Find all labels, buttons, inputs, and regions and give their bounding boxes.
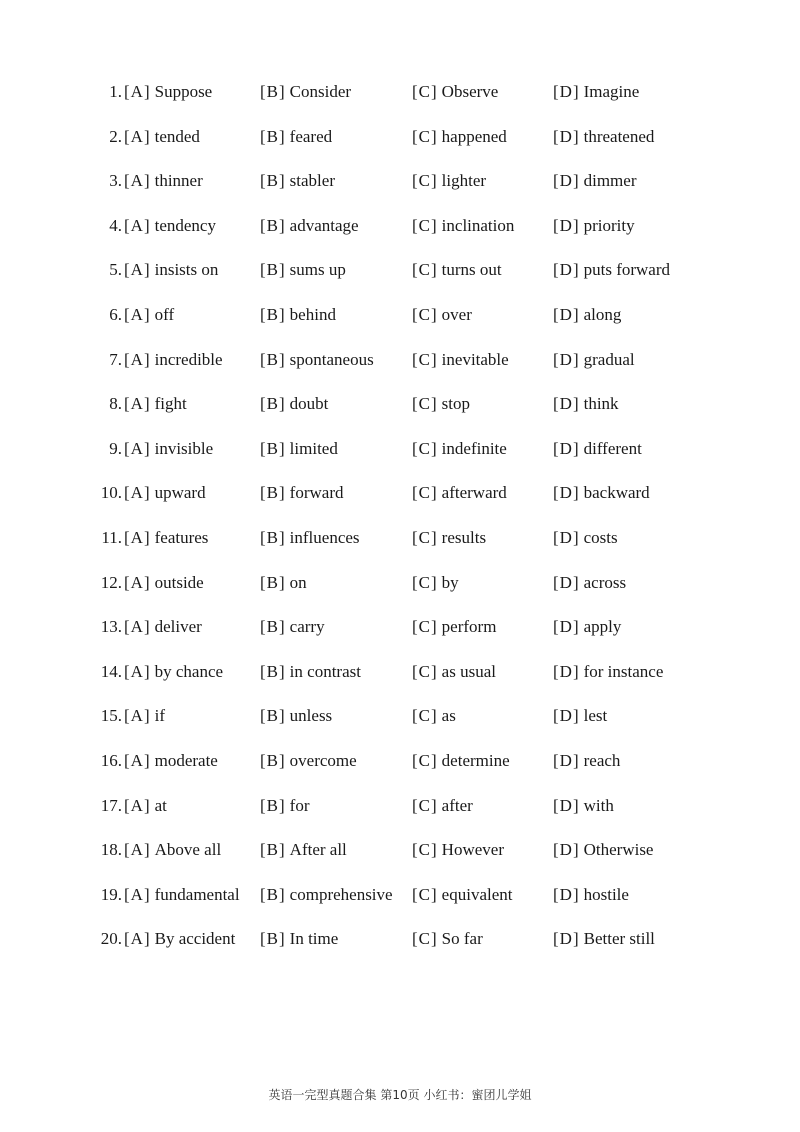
- option-text: Imagine: [583, 82, 640, 101]
- option-b: [260, 516, 360, 561]
- option-text: tended: [154, 126, 200, 146]
- option-text: limited: [289, 438, 338, 458]
- option-text: for: [289, 795, 310, 815]
- option-text: stabler: [289, 171, 335, 191]
- option-letter: [A]: [124, 750, 151, 770]
- option-text: puts forward: [583, 260, 671, 280]
- option-text: fight: [154, 394, 187, 414]
- option-text: dimmer: [583, 171, 637, 191]
- option-letter: [A]: [124, 572, 151, 592]
- question-number: 10.: [100, 483, 122, 503]
- option-a: [124, 694, 165, 739]
- option-a: [124, 739, 218, 784]
- option-d: [553, 605, 621, 650]
- option-letter: [A]: [124, 304, 151, 324]
- option-b: [260, 873, 393, 918]
- option-letter: [D]: [553, 394, 580, 414]
- question-number: 14.: [100, 661, 122, 681]
- option-b: [260, 159, 335, 204]
- option-letter: [A]: [124, 661, 151, 681]
- question-number: 4.: [109, 215, 122, 235]
- option-letter: [A]: [124, 394, 151, 414]
- option-letter: [A]: [124, 82, 151, 101]
- option-letter: [A]: [124, 929, 151, 949]
- option-letter: [A]: [124, 215, 151, 235]
- page-footer: 英语一完型真题合集 第10页 小红书：蜜团儿学姐: [268, 1088, 532, 1102]
- option-text: inevitable: [441, 349, 509, 369]
- question-row: [0, 917, 800, 962]
- option-text: turns out: [441, 260, 502, 280]
- option-letter: [D]: [553, 349, 580, 369]
- option-text: think: [583, 394, 619, 414]
- option-d: [553, 115, 654, 160]
- option-text: So far: [441, 929, 483, 949]
- option-letter: [B]: [260, 171, 286, 191]
- option-c: [412, 828, 504, 873]
- option-letter: [D]: [553, 483, 580, 503]
- option-c: [412, 650, 496, 695]
- option-b: [260, 204, 359, 249]
- option-c: [412, 382, 470, 427]
- option-letter: [D]: [553, 706, 580, 726]
- option-text: hostile: [583, 884, 629, 904]
- option-text: different: [583, 438, 642, 458]
- option-text: with: [583, 795, 614, 815]
- option-text: carry: [289, 617, 325, 637]
- option-letter: [B]: [260, 483, 286, 503]
- option-text: Otherwise: [583, 840, 654, 860]
- option-d: [553, 471, 650, 516]
- question-row: [0, 694, 800, 739]
- option-c: [412, 694, 456, 739]
- option-text: features: [154, 527, 209, 547]
- option-letter: [D]: [553, 929, 580, 949]
- option-a: [124, 293, 174, 338]
- option-c: [412, 605, 496, 650]
- option-d: [553, 516, 618, 561]
- question-row: [0, 784, 800, 829]
- option-text: equivalent: [441, 884, 513, 904]
- option-text: overcome: [289, 750, 357, 770]
- option-a: [124, 204, 216, 249]
- option-letter: [C]: [412, 126, 438, 146]
- question-row: [0, 293, 800, 338]
- question-row: [0, 204, 800, 249]
- option-letter: [B]: [260, 349, 286, 369]
- option-d: [553, 650, 663, 695]
- option-d: [553, 739, 620, 784]
- option-letter: [A]: [124, 483, 151, 503]
- option-d: [553, 248, 670, 293]
- option-text: perform: [441, 617, 497, 637]
- question-number: 9.: [109, 438, 122, 458]
- option-a: [124, 427, 213, 472]
- option-letter: [C]: [412, 750, 438, 770]
- option-letter: [D]: [553, 527, 580, 547]
- option-a: [124, 650, 223, 695]
- option-d: [553, 917, 655, 962]
- option-letter: [B]: [260, 706, 286, 726]
- option-letter: [D]: [553, 438, 580, 458]
- option-letter: [D]: [553, 304, 580, 324]
- option-c: [412, 739, 510, 784]
- option-letter: [C]: [412, 884, 438, 904]
- option-letter: [B]: [260, 840, 286, 860]
- option-letter: [B]: [260, 617, 286, 637]
- option-d: [553, 784, 614, 829]
- option-text: insists on: [154, 260, 219, 280]
- option-b: [260, 784, 310, 829]
- option-text: by chance: [154, 661, 224, 681]
- question-number: 15.: [100, 706, 122, 726]
- option-d: [553, 159, 637, 204]
- option-c: [412, 917, 483, 962]
- option-letter: [C]: [412, 394, 438, 414]
- option-text: behind: [289, 304, 336, 324]
- option-text: After all: [289, 840, 347, 860]
- question-row: [0, 516, 800, 561]
- option-a: [124, 70, 212, 115]
- option-letter: [C]: [412, 661, 438, 681]
- option-b: [260, 917, 338, 962]
- option-letter: [B]: [260, 438, 286, 458]
- option-letter: [B]: [260, 82, 286, 101]
- option-letter: [D]: [553, 171, 580, 191]
- option-d: [553, 873, 629, 918]
- option-letter: [B]: [260, 795, 286, 815]
- option-text: happened: [441, 126, 507, 146]
- option-a: [124, 115, 200, 160]
- option-d: [553, 293, 621, 338]
- option-letter: [D]: [553, 795, 580, 815]
- option-text: stop: [441, 394, 471, 414]
- question-row: [0, 248, 800, 293]
- question-number: 16.: [100, 750, 122, 770]
- option-letter: [D]: [553, 750, 580, 770]
- option-b: [260, 739, 357, 784]
- option-letter: [C]: [412, 304, 438, 324]
- option-text: threatened: [583, 126, 655, 146]
- option-letter: [A]: [124, 527, 151, 547]
- option-letter: [D]: [553, 82, 580, 101]
- option-text: over: [441, 304, 472, 324]
- option-text: in contrast: [289, 661, 361, 681]
- option-letter: [C]: [412, 171, 438, 191]
- question-number: 12.: [100, 572, 122, 592]
- option-text: inclination: [441, 215, 515, 235]
- option-text: incredible: [154, 349, 223, 369]
- option-b: [260, 293, 336, 338]
- option-c: [412, 873, 512, 918]
- option-text: Above all: [154, 840, 222, 860]
- question-row: [0, 739, 800, 784]
- option-b: [260, 248, 346, 293]
- option-text: outside: [154, 572, 204, 592]
- option-letter: [A]: [124, 438, 151, 458]
- option-a: [124, 605, 202, 650]
- option-letter: [B]: [260, 884, 286, 904]
- option-letter: [B]: [260, 304, 286, 324]
- option-d: [553, 427, 642, 472]
- question-number: 20.: [100, 929, 122, 949]
- option-letter: [A]: [124, 706, 151, 726]
- option-letter: [B]: [260, 572, 286, 592]
- option-text: Observe: [441, 82, 499, 101]
- option-letter: [B]: [260, 126, 286, 146]
- option-c: [412, 516, 486, 561]
- option-text: determine: [441, 750, 510, 770]
- option-letter: [C]: [412, 215, 438, 235]
- option-text: doubt: [289, 394, 329, 414]
- option-text: lest: [583, 706, 608, 726]
- option-b: [260, 338, 374, 383]
- option-letter: [C]: [412, 82, 438, 101]
- option-letter: [B]: [260, 661, 286, 681]
- option-letter: [A]: [124, 126, 151, 146]
- option-text: for instance: [583, 661, 664, 681]
- option-letter: [C]: [412, 260, 438, 280]
- option-text: feared: [289, 126, 333, 146]
- option-letter: [D]: [553, 215, 580, 235]
- option-letter: [B]: [260, 260, 286, 280]
- option-letter: [A]: [124, 171, 151, 191]
- option-a: [124, 828, 221, 873]
- option-text: costs: [583, 527, 618, 547]
- option-text: reach: [583, 750, 621, 770]
- option-c: [412, 471, 507, 516]
- option-text: as usual: [441, 661, 496, 681]
- question-number: 19.: [100, 884, 122, 904]
- question-row: [0, 650, 800, 695]
- option-letter: [D]: [553, 661, 580, 681]
- option-text: fundamental: [154, 884, 240, 904]
- option-b: [260, 605, 325, 650]
- option-letter: [A]: [124, 840, 151, 860]
- option-letter: [D]: [553, 126, 580, 146]
- option-text: Suppose: [154, 82, 213, 101]
- option-text: across: [583, 572, 627, 592]
- option-text: However: [441, 840, 504, 860]
- option-d: [553, 382, 619, 427]
- option-text: results: [441, 527, 487, 547]
- option-text: Consider: [289, 82, 352, 101]
- option-letter: [B]: [260, 394, 286, 414]
- option-letter: [D]: [553, 840, 580, 860]
- option-b: [260, 650, 361, 695]
- question-number: 7.: [109, 349, 122, 369]
- option-text: priority: [583, 215, 635, 235]
- option-b: [260, 561, 307, 606]
- option-c: [412, 427, 507, 472]
- option-letter: [A]: [124, 349, 151, 369]
- option-d: [553, 694, 607, 739]
- option-a: [124, 471, 206, 516]
- option-letter: [A]: [124, 260, 151, 280]
- option-text: by: [441, 572, 459, 592]
- option-a: [124, 248, 218, 293]
- option-letter: [C]: [412, 349, 438, 369]
- option-letter: [D]: [553, 884, 580, 904]
- option-text: invisible: [154, 438, 214, 458]
- option-d: [553, 561, 626, 606]
- option-d: [553, 204, 635, 249]
- option-text: Better still: [583, 929, 655, 949]
- option-c: [412, 561, 459, 606]
- option-text: after: [441, 795, 473, 815]
- option-text: thinner: [154, 171, 203, 191]
- question-number: 6.: [109, 304, 122, 324]
- option-c: [412, 204, 514, 249]
- option-c: [412, 159, 486, 204]
- option-letter: [B]: [260, 750, 286, 770]
- question-number: 3.: [109, 171, 122, 191]
- option-c: [412, 784, 473, 829]
- option-text: apply: [583, 617, 622, 637]
- option-letter: [A]: [124, 795, 151, 815]
- option-b: [260, 694, 332, 739]
- option-letter: [C]: [412, 706, 438, 726]
- option-a: [124, 338, 223, 383]
- question-number: 13.: [100, 617, 122, 637]
- option-text: By accident: [154, 929, 236, 949]
- question-row: [0, 561, 800, 606]
- option-letter: [A]: [124, 884, 151, 904]
- option-d: [553, 70, 639, 115]
- option-letter: [C]: [412, 929, 438, 949]
- option-text: backward: [583, 483, 650, 503]
- option-letter: [C]: [412, 617, 438, 637]
- option-text: on: [289, 572, 307, 592]
- option-text: along: [583, 304, 622, 324]
- question-row: [0, 159, 800, 204]
- option-text: at: [154, 795, 167, 815]
- question-list: [0, 70, 800, 962]
- option-text: afterward: [441, 483, 507, 503]
- option-d: [553, 338, 635, 383]
- option-text: In time: [289, 929, 339, 949]
- option-c: [412, 115, 507, 160]
- option-letter: [C]: [412, 840, 438, 860]
- option-text: off: [154, 304, 175, 324]
- option-text: spontaneous: [289, 349, 374, 369]
- option-d: [553, 828, 653, 873]
- question-row: [0, 382, 800, 427]
- option-text: comprehensive: [289, 884, 393, 904]
- option-a: [124, 873, 240, 918]
- question-number: 8.: [109, 394, 122, 414]
- question-number: 17.: [100, 795, 122, 815]
- question-number: 1.: [109, 82, 122, 101]
- question-row: [0, 828, 800, 873]
- option-text: unless: [289, 706, 333, 726]
- option-letter: [B]: [260, 215, 286, 235]
- option-letter: [C]: [412, 483, 438, 503]
- option-b: [260, 427, 338, 472]
- question-row: [0, 115, 800, 160]
- option-letter: [D]: [553, 617, 580, 637]
- option-b: [260, 471, 343, 516]
- option-letter: [B]: [260, 527, 286, 547]
- option-text: forward: [289, 483, 344, 503]
- option-b: [260, 115, 332, 160]
- option-text: advantage: [289, 215, 359, 235]
- option-letter: [C]: [412, 572, 438, 592]
- option-c: [412, 293, 472, 338]
- option-text: moderate: [154, 750, 218, 770]
- option-letter: [C]: [412, 527, 438, 547]
- option-text: indefinite: [441, 438, 507, 458]
- option-text: tendency: [154, 215, 216, 235]
- option-c: [412, 338, 509, 383]
- question-row: [0, 605, 800, 650]
- option-text: if: [154, 706, 165, 726]
- option-a: [124, 516, 208, 561]
- question-row: [0, 70, 800, 115]
- option-text: influences: [289, 527, 360, 547]
- option-text: lighter: [441, 171, 487, 191]
- option-text: sums up: [289, 260, 346, 280]
- option-text: upward: [154, 483, 206, 503]
- question-number: 18.: [100, 840, 122, 860]
- option-b: [260, 382, 328, 427]
- question-number: 2.: [109, 126, 122, 146]
- option-letter: [C]: [412, 795, 438, 815]
- option-text: deliver: [154, 617, 202, 637]
- option-c: [412, 70, 498, 115]
- option-a: [124, 917, 235, 962]
- option-b: [260, 70, 351, 115]
- option-a: [124, 561, 204, 606]
- option-letter: [D]: [553, 260, 580, 280]
- option-text: as: [441, 706, 456, 726]
- option-a: [124, 784, 167, 829]
- question-row: [0, 873, 800, 918]
- option-text: gradual: [583, 349, 635, 369]
- option-b: [260, 828, 347, 873]
- question-row: [0, 338, 800, 383]
- option-letter: [D]: [553, 572, 580, 592]
- question-row: [0, 471, 800, 516]
- option-letter: [C]: [412, 438, 438, 458]
- question-number: 5.: [109, 260, 122, 280]
- option-letter: [B]: [260, 929, 286, 949]
- option-c: [412, 248, 502, 293]
- option-letter: [A]: [124, 617, 151, 637]
- option-a: [124, 159, 203, 204]
- question-row: [0, 427, 800, 472]
- option-a: [124, 382, 187, 427]
- question-number: 11.: [101, 527, 122, 547]
